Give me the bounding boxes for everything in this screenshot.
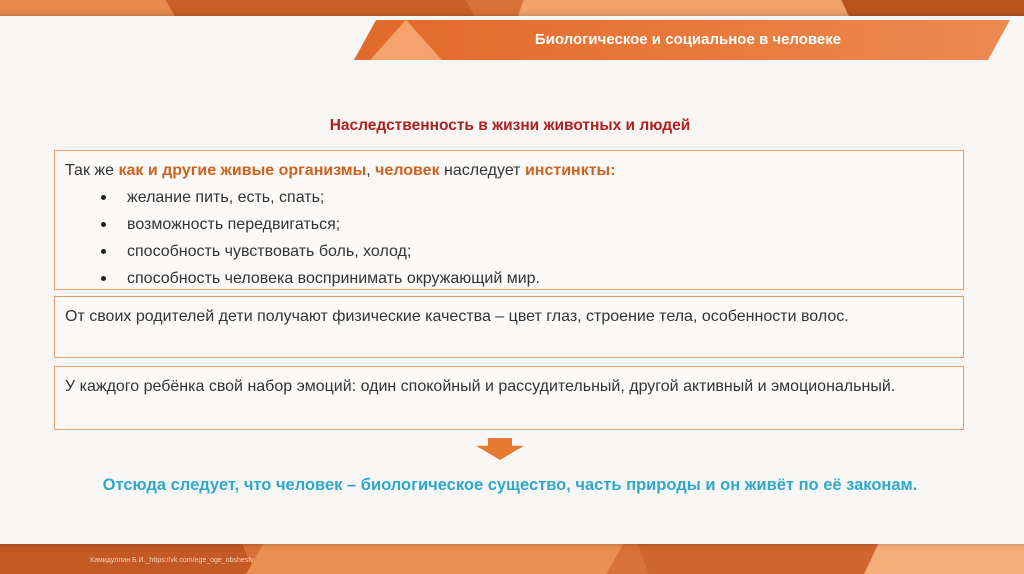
physical-traits-text: От своих родителей дети получают физические качества – цвет глаз, строение тела, особенности волос. xyxy=(65,308,849,325)
instincts-list xyxy=(65,184,953,292)
author-credit: Камидуллин Б.И._https://vk.com/ege_oge_obshestv xyxy=(90,557,254,564)
emotions-text: У каждого ребёнка свой набор эмоций: один спокойный и рассудительный, другой активный и эмоциональный. xyxy=(65,378,896,395)
intro-text: наследует xyxy=(439,162,525,179)
slide-panel xyxy=(0,16,1024,544)
intro-highlight-organisms: как и другие живые организмы xyxy=(118,162,367,179)
list-item: способность чувствовать боль, холод; xyxy=(65,238,953,265)
slide-title: Биологическое и социальное в человеке xyxy=(534,31,842,48)
instincts-box xyxy=(54,150,964,290)
list-item: способность человека воспринимать окружающий мир. xyxy=(65,265,953,292)
intro-highlight-instincts: инстинкты: xyxy=(524,162,616,179)
instincts-intro xyxy=(65,157,953,184)
emotions-box xyxy=(54,366,964,430)
list-item: желание пить, есть, спать; xyxy=(65,184,953,211)
section-heading: Наследственность в жизни животных и людей xyxy=(329,117,691,134)
list-item: возможность передвигаться; xyxy=(65,211,953,238)
physical-traits-box xyxy=(54,296,964,358)
intro-text: Так же xyxy=(65,162,119,179)
arrow-down-icon xyxy=(476,438,524,460)
conclusion-text: Отсюда следует, что человек – биологическое существо, часть природы и он живёт по её законам. xyxy=(102,476,918,494)
intro-text: , xyxy=(366,162,376,179)
intro-highlight-human: человек xyxy=(375,162,440,179)
